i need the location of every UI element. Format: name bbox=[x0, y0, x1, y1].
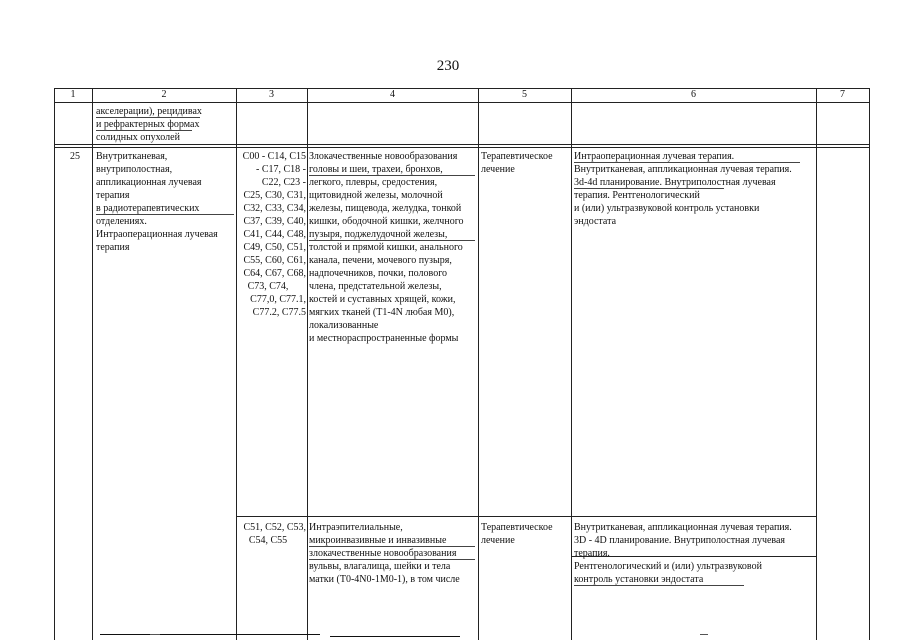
method-line: Внутритканевая, аппликационная лучевая терапия. bbox=[574, 522, 792, 533]
code-line: C41, C44, C48, bbox=[243, 229, 306, 240]
continuation-line: солидных опухолей bbox=[96, 132, 180, 143]
treatment-type-line: Терапевтическое bbox=[481, 522, 553, 533]
name-line: отделениях. bbox=[96, 216, 147, 227]
method-line: 3D - 4D планирование. Внутриполостная лучевая bbox=[574, 535, 786, 546]
column-header-5: 5 bbox=[522, 89, 527, 100]
column-header-1: 1 bbox=[70, 89, 76, 100]
diagnosis-line: костей и суставных хрящей, кожи, bbox=[309, 294, 456, 305]
diagnosis-line: мягких тканей (T1-4N любая M0), bbox=[309, 307, 455, 318]
method-line: и (или) ультразвуковой контроль установки bbox=[574, 203, 760, 214]
page-number: 230 bbox=[436, 58, 460, 74]
diagnosis-line: матки (T0-4N0-1M0-1), в том числе bbox=[309, 574, 460, 585]
diagnosis-line: Злокачественные новообразования bbox=[309, 151, 458, 162]
diagnosis-line: злокачественные новообразования bbox=[309, 548, 457, 559]
column-header-6: 6 bbox=[691, 89, 696, 100]
code-line: C54, C55 bbox=[248, 535, 288, 546]
code-line: C77,0, C77.1, bbox=[250, 294, 306, 305]
code-line: C77.2, C77.5 bbox=[252, 307, 306, 318]
code-line: C49, C50, C51, bbox=[243, 242, 306, 253]
method-line: 3d-4d планирование. Внутриполостная лучевая bbox=[574, 177, 776, 188]
continuation-line: акселерации), рецидивах bbox=[96, 106, 202, 117]
code-line: C00 - C14, C15 bbox=[242, 151, 306, 162]
diagnosis-line: железы, пищевода, желудка, тонкой bbox=[309, 203, 462, 214]
name-line: внутриполостная, bbox=[96, 164, 173, 175]
column-header-2: 2 bbox=[161, 89, 167, 100]
diagnosis-line: пузыря, поджелудочной железы, bbox=[309, 229, 448, 240]
diagnosis-line: канала, печени, мочевого пузыря, bbox=[309, 255, 452, 266]
name-line: Интраоперационная лучевая bbox=[96, 229, 218, 240]
treatment-type-line: лечение bbox=[481, 164, 515, 175]
code-line: C73, C74, bbox=[247, 281, 289, 292]
column-header-4: 4 bbox=[390, 89, 395, 100]
method-line: эндостата bbox=[574, 216, 617, 227]
row-number: 25 bbox=[70, 151, 80, 162]
code-line: C64, C67, C68, bbox=[243, 268, 306, 279]
code-line: C25, C30, C31, bbox=[243, 190, 306, 201]
method-line: контроль установки эндостата bbox=[574, 574, 704, 585]
diagnosis-line: надпочечников, почки, полового bbox=[309, 268, 448, 279]
name-line: терапия bbox=[96, 242, 130, 253]
name-line: в радиотерапевтических bbox=[96, 203, 200, 214]
column-header-3: 3 bbox=[269, 89, 274, 100]
diagnosis-line: щитовидной железы, молочной bbox=[309, 190, 443, 201]
diagnosis-line: головы и шеи, трахеи, бронхов, bbox=[309, 164, 443, 175]
diagnosis-line: члена, предстательной железы, bbox=[309, 281, 442, 292]
name-line: терапия bbox=[96, 190, 130, 201]
code-line: C37, C39, C40, bbox=[243, 216, 306, 227]
method-line: Рентгенологический и (или) ультразвуковой bbox=[574, 561, 762, 572]
treatment-type-line: лечение bbox=[481, 535, 515, 546]
diagnosis-line: и местнораспространенные формы bbox=[309, 333, 459, 344]
code-line: C22, C23 - bbox=[261, 177, 306, 188]
diagnosis-line: вульвы, влагалища, шейки и тела bbox=[309, 561, 451, 572]
column-header-7: 7 bbox=[840, 89, 845, 100]
code-line: C55, C60, C61, bbox=[243, 255, 306, 266]
method-line: терапия. bbox=[574, 548, 610, 559]
method-line: Внутритканевая, аппликационная лучевая терапия. bbox=[574, 164, 792, 175]
code-line: C51, C52, C53, bbox=[243, 522, 306, 533]
diagnosis-line: кишки, ободочной кишки, желчного bbox=[309, 216, 464, 227]
code-line: C32, C33, C34, bbox=[243, 203, 306, 214]
treatment-type-line: Терапевтическое bbox=[481, 151, 553, 162]
name-line: Внутритканевая, bbox=[96, 151, 168, 162]
name-line: аппликационная лучевая bbox=[96, 177, 202, 188]
diagnosis-line: Интраэпителиальные, bbox=[309, 522, 403, 533]
diagnosis-line: легкого, плевры, средостения, bbox=[309, 177, 438, 188]
method-line: Интраоперационная лучевая терапия. bbox=[574, 151, 735, 162]
method-line: терапия. Рентгенологический bbox=[574, 190, 700, 201]
diagnosis-line: толстой и прямой кишки, анального bbox=[309, 242, 463, 253]
code-line: - C17, C18 - bbox=[256, 164, 306, 175]
diagnosis-line: микроинвазивные и инвазивные bbox=[309, 535, 447, 546]
continuation-line: и рефрактерных формах bbox=[96, 119, 200, 130]
diagnosis-line: локализованные bbox=[309, 320, 379, 331]
